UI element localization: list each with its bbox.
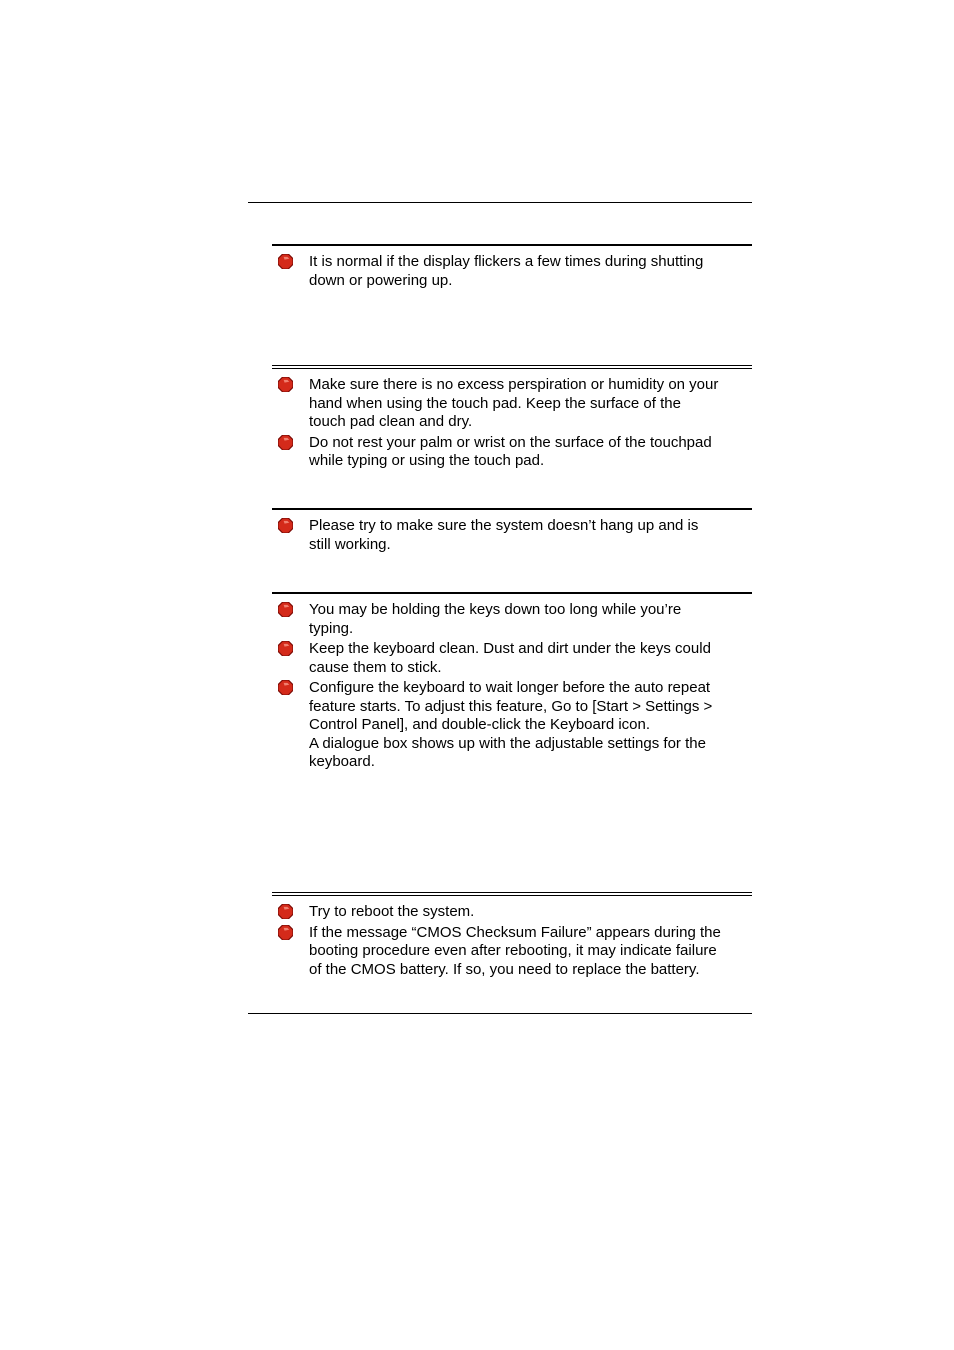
list-item-text: Try to reboot the system. (309, 903, 475, 920)
section-rule (272, 508, 752, 510)
list-item (272, 434, 752, 471)
bullet-list (272, 517, 752, 554)
list-item (272, 640, 752, 677)
section-cmos (272, 892, 752, 981)
list-item-text: Please try to make sure the system doesn’t hang up and is still working. (309, 517, 699, 553)
list-item-text: Keep the keyboard clean. Dust and dirt under the keys could cause them to stick. (309, 640, 711, 676)
list-item (272, 517, 752, 554)
bullet-list (272, 376, 752, 471)
bullet-icon (278, 518, 293, 533)
list-item-text: Make sure there is no excess perspiration or humidity on your hand when using the touch pad. Keep the surface of the touch pad clean and dry. (309, 376, 719, 430)
page-top-rule (248, 202, 752, 203)
list-item-text: You may be holding the keys down too long while you’re typing. (309, 601, 682, 637)
bullet-list (272, 601, 752, 772)
list-item (272, 601, 752, 638)
bullet-list (272, 903, 752, 979)
section-keyboard (272, 592, 752, 774)
bullet-icon (278, 377, 293, 392)
section-system-hang (272, 508, 752, 556)
list-item-text: It is normal if the display flickers a few times during shutting down or powering up. (309, 253, 704, 289)
bullet-icon (278, 641, 293, 656)
list-item (272, 253, 752, 290)
list-item (272, 903, 752, 922)
section-rule (272, 365, 752, 369)
list-item (272, 376, 752, 432)
bullet-icon (278, 904, 293, 919)
bullet-icon (278, 435, 293, 450)
bullet-icon (278, 680, 293, 695)
section-rule (272, 592, 752, 594)
section-display-flicker (272, 244, 752, 292)
bullet-icon (278, 254, 293, 269)
list-item-text: Do not rest your palm or wrist on the surface of the touchpad while typing or using the touch pad. (309, 433, 712, 469)
list-item (272, 924, 752, 980)
bullet-icon (278, 602, 293, 617)
list-item-text: If the message “CMOS Checksum Failure” appears during the booting procedure even after rebooting, it may indicate failure of the CMOS battery. If so, you need to replace the battery. (309, 923, 721, 978)
bullet-icon (278, 925, 293, 940)
section-touch-pad (272, 365, 752, 473)
list-item-text: Configure the keyboard to wait longer before the auto repeat feature starts. To adjust this feature, Go to [Start > Settings > Control Panel], and double-click the Keyboard icon. A dialogue box shows up with the adjustable settings for the keyboard. (309, 679, 713, 770)
section-rule (272, 892, 752, 896)
page-bottom-rule (248, 1013, 752, 1014)
list-item (272, 679, 752, 772)
section-rule (272, 244, 752, 246)
bullet-list (272, 253, 752, 290)
